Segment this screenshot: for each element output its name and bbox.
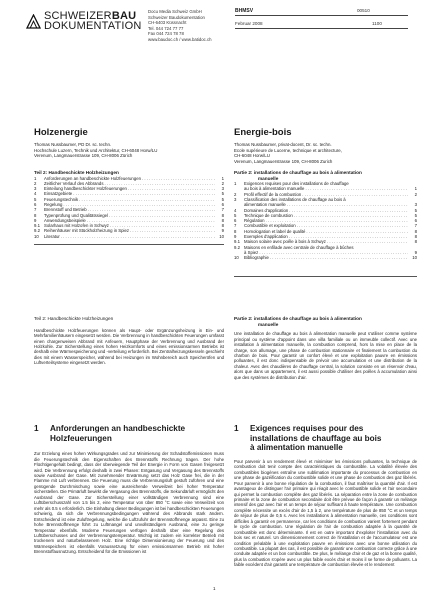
left-title-block (34, 127, 224, 159)
section-label-fr: Partie 2: installations de chauffage au bois à alimentation (234, 316, 362, 321)
section-1-de (34, 424, 224, 574)
publisher-line: Docu Media Schweiz GmbH (148, 9, 202, 14)
toc-fr (234, 170, 417, 260)
doc-page-code: 1100 (372, 21, 382, 26)
toc-item[interactable]: 1 Anforderungen an handbeschickte Holzfeuerungen . . . 1 (34, 176, 224, 181)
heading-line: installations de chauffage au bois (250, 433, 382, 443)
author-line: Thomas Nussbaumer, privat-docent, Dr. sc. techn. (234, 142, 332, 147)
toc-item[interactable]: 10 Literatur . . . 10 (34, 234, 224, 239)
right-title-block (234, 127, 417, 165)
logo-light: SCHWEIZER (44, 10, 112, 22)
toc-item[interactable]: 7 Combustible et exploitation . . . 7 (234, 223, 417, 228)
heading-number: 1 (234, 424, 239, 433)
toc-item[interactable]: alimentation manuelle . . . 3 (234, 202, 417, 207)
heading-line: à alimentation manuelle (250, 443, 343, 453)
toc-item[interactable]: 3 Einteilung handbeschickter Holzfeuerungen . . . 3 (34, 186, 224, 191)
doc-title-de: Holzenergie (34, 127, 88, 138)
toc-item[interactable]: 9.2 Maisons en enfilade avec centrale de chauffage à bûches (234, 244, 354, 250)
page-number: 1 (213, 586, 216, 591)
heading-line: Exigences requises pour des (250, 424, 364, 433)
section-label-fr-line2: manuelle (258, 321, 279, 327)
publisher-line: www.baudoc.ch / www.batidoc.ch (148, 36, 212, 42)
author-line: CH-6048 Horw/LU (234, 153, 270, 159)
publisher-line: CH-6403 Küssnacht (148, 20, 187, 26)
toc-item[interactable]: 4 Einsatzgebiete . . . 5 (34, 191, 224, 196)
brand-logo (44, 11, 142, 31)
header-rule (235, 15, 408, 16)
heading-1-de (34, 424, 224, 443)
logo-line2: DOKUMENTATION (44, 20, 142, 32)
toc-separator (234, 276, 417, 277)
toc-item[interactable]: 9 Anwendungsbeispiele . . . 8 (34, 218, 224, 223)
author-line: Verenum, Langmauerstrasse 109, CH-8006 Zurich (234, 159, 333, 165)
toc-item[interactable]: au bois à alimentation manuelle . . . 1 (234, 186, 417, 191)
heading-number: 1 (34, 424, 39, 433)
toc-list-fr (234, 181, 417, 260)
toc-item[interactable]: 10 Bibliographie . . . 10 (234, 255, 417, 260)
header-rule (235, 28, 408, 29)
toc-item[interactable]: à Spiez . . . 9 (234, 250, 417, 255)
toc-item[interactable]: 5 Technique de combustion . . . 5 (234, 213, 417, 218)
heading-1-fr (234, 424, 417, 453)
section-intro-de (34, 316, 224, 366)
doc-number: 00510 (357, 8, 370, 13)
intro-paragraph-de: Handbeschickte Holzfeuerungen können als Haupt- oder Ergänzungsheizung in Ein- und Mehrfamilienhäusern eingesetzt werden. Die Verbrennung in handbeschickten Feuerungen umfasst einen chargenweisen Abbrand mit Anfeuern, Hauptphase der Verbrennung und Ausbrand der Holzkohle. Zur Sicherstellung eines hohen Heizkomforts und eines emissionsarmen Betriebs ist deshalb eine Wärmespeicherung und -verteilung erforderlich. Bei Zentralheizungskesseln geschieht dies mit einem Wasserspeicher, während bei Heizungen im Wohnbereich auch Speicheröfen und Luftverteilsysteme eingesetzt werden. (34, 327, 224, 366)
toc-item[interactable]: 6 Regelung . . . 6 (34, 202, 224, 207)
toc-de (34, 170, 224, 239)
author-line: Hochschule Luzern, Technik und Architektur, CH-6048 Horw/LU (34, 147, 158, 153)
logo-bold: BAU (111, 10, 137, 22)
publisher-line: Tel. 044 724 77 77 (148, 25, 184, 31)
publisher-line: Fax 044 724 78 78 (148, 31, 184, 37)
toc-item[interactable]: 6 Régulation . . . 6 (234, 218, 417, 223)
section-label-de: Teil 2: Handbeschickte Holzheizungen (34, 316, 114, 321)
publisher-address (148, 9, 212, 43)
toc-item[interactable]: 9.1 Maison solaire avec poêle à bois à Schwyz . . . 8 (234, 239, 417, 244)
toc-item[interactable]: 8 Typenprüfung und Qualitätssiegel . . . 8 (34, 213, 224, 218)
publisher-line: Schweizer Baudokumentation (148, 14, 205, 20)
toc-title-fr: Partie 2: installations de chauffage au bois à alimentation (234, 170, 362, 175)
doc-date: Februar 2008 (235, 21, 263, 26)
toc-item[interactable]: 4 Domaines d'application . . . 5 (234, 208, 417, 213)
author-line: Verenum, Langmauerstrasse 109, CH-8006 Zürich (34, 153, 133, 159)
toc-separator (34, 244, 224, 245)
toc-item[interactable]: 3 Classification des installations de chauffage au bois à (234, 197, 346, 203)
toc-item[interactable]: 2 Zeitlicher Verlauf des Abbrands . . . 2 (34, 181, 224, 186)
body-paragraph-de: Zur Erzielung eines hohen Wirkungsgrades und zur Minimierung der Schadstoffemissionen muss die Feuerungstechnik den Eigenschaften des Brennstoffs Rechnung tragen. Der hohe Flüchtigengehalt bedingt, dass der überwiegende Teil der Energie in Form von Gasen freigesetzt wird. Die Verbrennung erfolgt deshalb in zwei Phasen: Entgasung und Vergasung des Brennstoffs sowie Ausbrand der Gase. Mit zunehmender Erwärmung setzt das Holz Gase frei, die in der Flamme mit Luft verbrennen. Die Feuerung muss die Verbrennungsluft gestuft zuführen und eine genügende Durchmischung sowie eine ausreichende Verweilzeit bei hoher Temperatur sicherstellen. Die Primärluft bewirkt die Vergasung des Brennstoffs, die Sekundärluft ermöglicht den Ausbrand der Gase. Zur Sicherstellung einer vollständigen Verbrennung sind eine Luftüberschusszahl von 1.5 bis 2, eine Temperatur von über 850 °C sowie eine Verweilzeit von mehr als 0.5 s erforderlich. Die Einhaltung dieser Bedingungen ist bei handbeschickten Feuerungen schwierig, da sich die Verbrennungsbedingungen während des Abbrands stark ändern. Entscheidend ist eine Zuluftregelung, welche die Luftzufuhr der Brennstoffmenge anpasst. Eine zu hohe Brennstoffmenge führt zu Luftmangel und unvollständigem Ausbrand, eine zu geringe Temperatur ebenfalls. Moderne Feuerungen verfügen deshalb über eine Regelung des Luftüberschusses und der Verbrennungstemperatur. Wichtig ist zudem ein korrekter Betrieb mit trockenem und naturbelassenem Holz. Eine richtige Dimensionierung der Feuerung und des Wärmespeichers ist ebenfalls Voraussetzung für einen emissionsarmen Betrieb mit hoher Brennstoffausnutzung. Entscheidend für die Emissionen ist (34, 451, 224, 555)
toc-item[interactable]: 2 Profil effectif de la combustion . . . 2 (234, 192, 417, 197)
intro-paragraph-fr: Une installation de chauffage au bois à alimentation manuelle peut s'utiliser comme système principal ou système d'appoint dans une villa familiale ou un immeuble collectif. Avec une installation à alimentation manuelle, la combustion comprend, hors la mise en place de la charge, son allumage, une phase de combustion stationnaire et finalement la combustion du charbon de bois. Pour garantir un confort élevé et une exploitation pauvre en émissions polluantes, il est donc indispensable de prévoir une accumulation et une distribution de la chaleur. Avec des chaudières de chauffage central, la solution consiste en un réservoir d'eau, alors que dans un appartement, il est aussi possible d'utiliser des poêles à accumulation ainsi que des systèmes de distribution d'air. (234, 331, 417, 380)
toc-list-de (34, 176, 224, 239)
toc-item[interactable]: 8 Homologation et label de qualité . . . 8 (234, 229, 417, 234)
baudoc-logo-icon (26, 14, 41, 29)
section-1-fr (234, 424, 417, 582)
body-paragraph-fr: Pour parvenir à un rendement élevé et minimiser les émissions polluantes, la technique de combustion doit tenir compte des caractéristiques du combustible. La volatilité élevée des combustibles biogènes entraîne une sublimation importante du processus de combustion en une phase de gazéification du combustible solide et une phase de combustion des gaz libérés. Pour parvenir à une bonne régulation de la combustion, il faut maîtriser la quantité d'air. Il est avantageux de distinguer l'air primaire qui réagit avec le combustible solide et l'air secondaire qui permet la combustion complète des gaz libérés. La séparation entre la zone de combustion primaire et la zone de combustion secondaire doit être prévue de façon à garantir un mélange intensif des gaz avec l'air et un temps de séjour suffisant à haute température. Une combustion complète nécessite un excès d'air de 1,5 à 2, une température de plus de 850 °C et un temps de séjour de plus de 0,5 s. Avec les installations à alimentation manuelle, ces conditions sont difficiles à garantir en permanence, car les conditions de combustion varient fortement pendant le cycle de combustion. Une régulation de l'air de combustion adaptée à la quantité de combustible est donc déterminante. Il est en outre important d'exploiter l'installation avec du bois sec et naturel. Un dimensionnement correct de l'installation et de l'accumulateur est une condition préalable à une exploitation pauvre en émissions avec une bonne utilisation du combustible. La plupart des cas, il est possible de garantir une combustion correcte grâce à une conduite adaptée et un bon combustible. De plus, le mélange d'air et de gaz et la bonne qualité, plus la combustion s'opère avec un plus faible excès d'air et moins il se forme de polluants. La faible excédent d'air garantit une température de combustion élevée et le rendement (234, 458, 417, 568)
toc-item[interactable]: 7 Brennstoff und Betrieb . . . 7 (34, 207, 224, 212)
toc-item[interactable]: 9 Exemples d'application . . . 8 (234, 234, 417, 239)
author-line: Ecole supérieure de Lucerne, technique et architecture, (234, 147, 342, 153)
heading-text: Anforderungen an handbeschickte Holzfeuerungen (50, 424, 186, 443)
section-intro-fr (234, 316, 417, 380)
toc-item[interactable]: 9.2 Reihenhäuser mit Stückholzheizung in Spiez . . . 9 (34, 228, 224, 233)
doc-code: BHMSV (235, 8, 254, 14)
toc-title-fr-line2: manuelle (258, 175, 279, 181)
toc-title-de: Teil 2: Handbeschickte Holzheizungen (34, 170, 119, 175)
author-line: Thomas Nussbaumer, PD Dr. sc. techn. (34, 142, 112, 147)
toc-item[interactable]: 1 Exigences requises pour des installations de chauffage (234, 181, 349, 187)
toc-item[interactable]: 9.1 Solarhaus mit Holzofen in Schwyz . . . 8 (34, 223, 224, 228)
toc-item[interactable]: 5 Feuerungstechnik . . . 5 (34, 197, 224, 202)
doc-title-fr: Energie-bois (234, 127, 292, 138)
